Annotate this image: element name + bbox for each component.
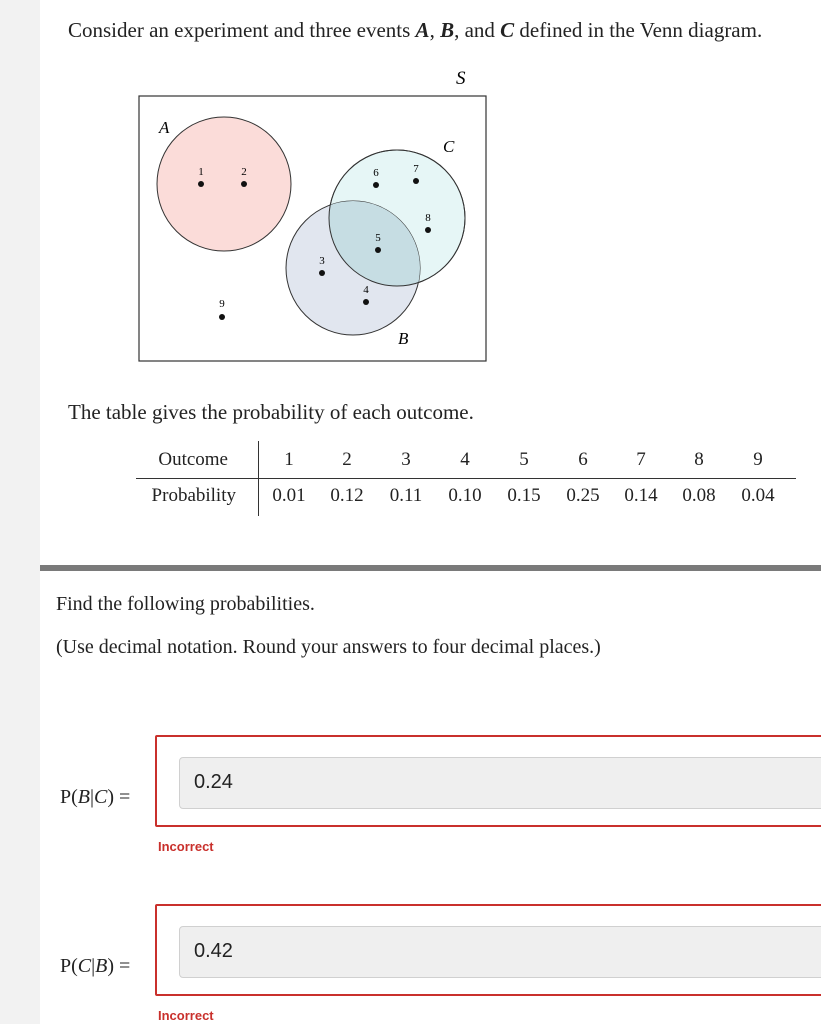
probability-cell: 0.10 [448, 485, 482, 506]
instruction-find: Find the following probabilities. [56, 593, 315, 615]
question-2-answer-input[interactable] [179, 926, 821, 978]
question-2-label: P(C|B) = [60, 955, 131, 977]
question-1-label: P(B|C) = [60, 786, 131, 808]
svg-text:4: 4 [363, 284, 369, 296]
outcome-point-1 [198, 166, 204, 187]
set-c-label: C [443, 137, 455, 156]
probability-cell: 0.08 [682, 485, 716, 506]
probability-cell: 0.01 [272, 485, 306, 506]
venn-diagram [135, 60, 490, 365]
outcome-point-3 [319, 255, 325, 276]
outcome-point-8 [425, 212, 431, 233]
outcome-cell: 3 [401, 449, 411, 470]
outcome-row-label: Outcome [158, 449, 228, 470]
set-a-label: A [159, 118, 170, 137]
question-1-answer-value: 0.24 [194, 771, 233, 793]
outcome-cell: 9 [753, 449, 763, 470]
svg-text:9: 9 [219, 298, 225, 310]
outcome-cell: 8 [694, 449, 704, 470]
question-1-status: Incorrect [158, 839, 214, 854]
sample-space-label: S [456, 68, 466, 89]
outcome-cell: 1 [284, 449, 294, 470]
probability-cell: 0.25 [566, 485, 600, 506]
outcome-point-2 [241, 166, 247, 187]
svg-text:5: 5 [375, 232, 381, 244]
table-horizontal-rule [136, 478, 796, 479]
outcome-cell: 7 [636, 449, 646, 470]
question-2-status: Incorrect [158, 1008, 214, 1023]
probability-cell: 0.15 [507, 485, 541, 506]
outcome-cell: 2 [342, 449, 352, 470]
outcome-point-4 [363, 284, 369, 305]
outcome-cell: 6 [578, 449, 588, 470]
outcome-point-5 [375, 232, 381, 253]
outcome-cell: 5 [519, 449, 529, 470]
problem-statement: Consider an experiment and three events A, B, and C defined in the Venn diagram. [68, 18, 763, 42]
probability-row-label: Probability [151, 485, 236, 506]
svg-text:6: 6 [373, 167, 379, 179]
probability-cell: 0.04 [741, 485, 775, 506]
question-1-answer-box [155, 735, 821, 827]
set-a-circle [157, 117, 291, 251]
outcome-point-6 [373, 167, 379, 188]
instruction-rounding-note: (Use decimal notation. Round your answers to four decimal places.) [56, 636, 601, 658]
probability-cell: 0.14 [624, 485, 658, 506]
outcome-point-9 [219, 298, 225, 320]
probability-cell: 0.11 [389, 485, 423, 506]
outcome-cell: 4 [460, 449, 470, 470]
question-1-answer-input[interactable] [179, 757, 821, 809]
set-b-label: B [398, 329, 409, 348]
svg-text:2: 2 [241, 166, 247, 178]
question-2-answer-box [155, 904, 821, 996]
question-2-answer-value: 0.42 [194, 940, 233, 962]
svg-text:1: 1 [198, 166, 204, 178]
probability-cell: 0.12 [330, 485, 364, 506]
table-intro: The table gives the probability of each outcome. [68, 400, 474, 424]
svg-text:7: 7 [413, 163, 419, 175]
outcome-point-7 [413, 163, 419, 184]
svg-text:8: 8 [425, 212, 431, 224]
svg-text:3: 3 [319, 255, 325, 267]
